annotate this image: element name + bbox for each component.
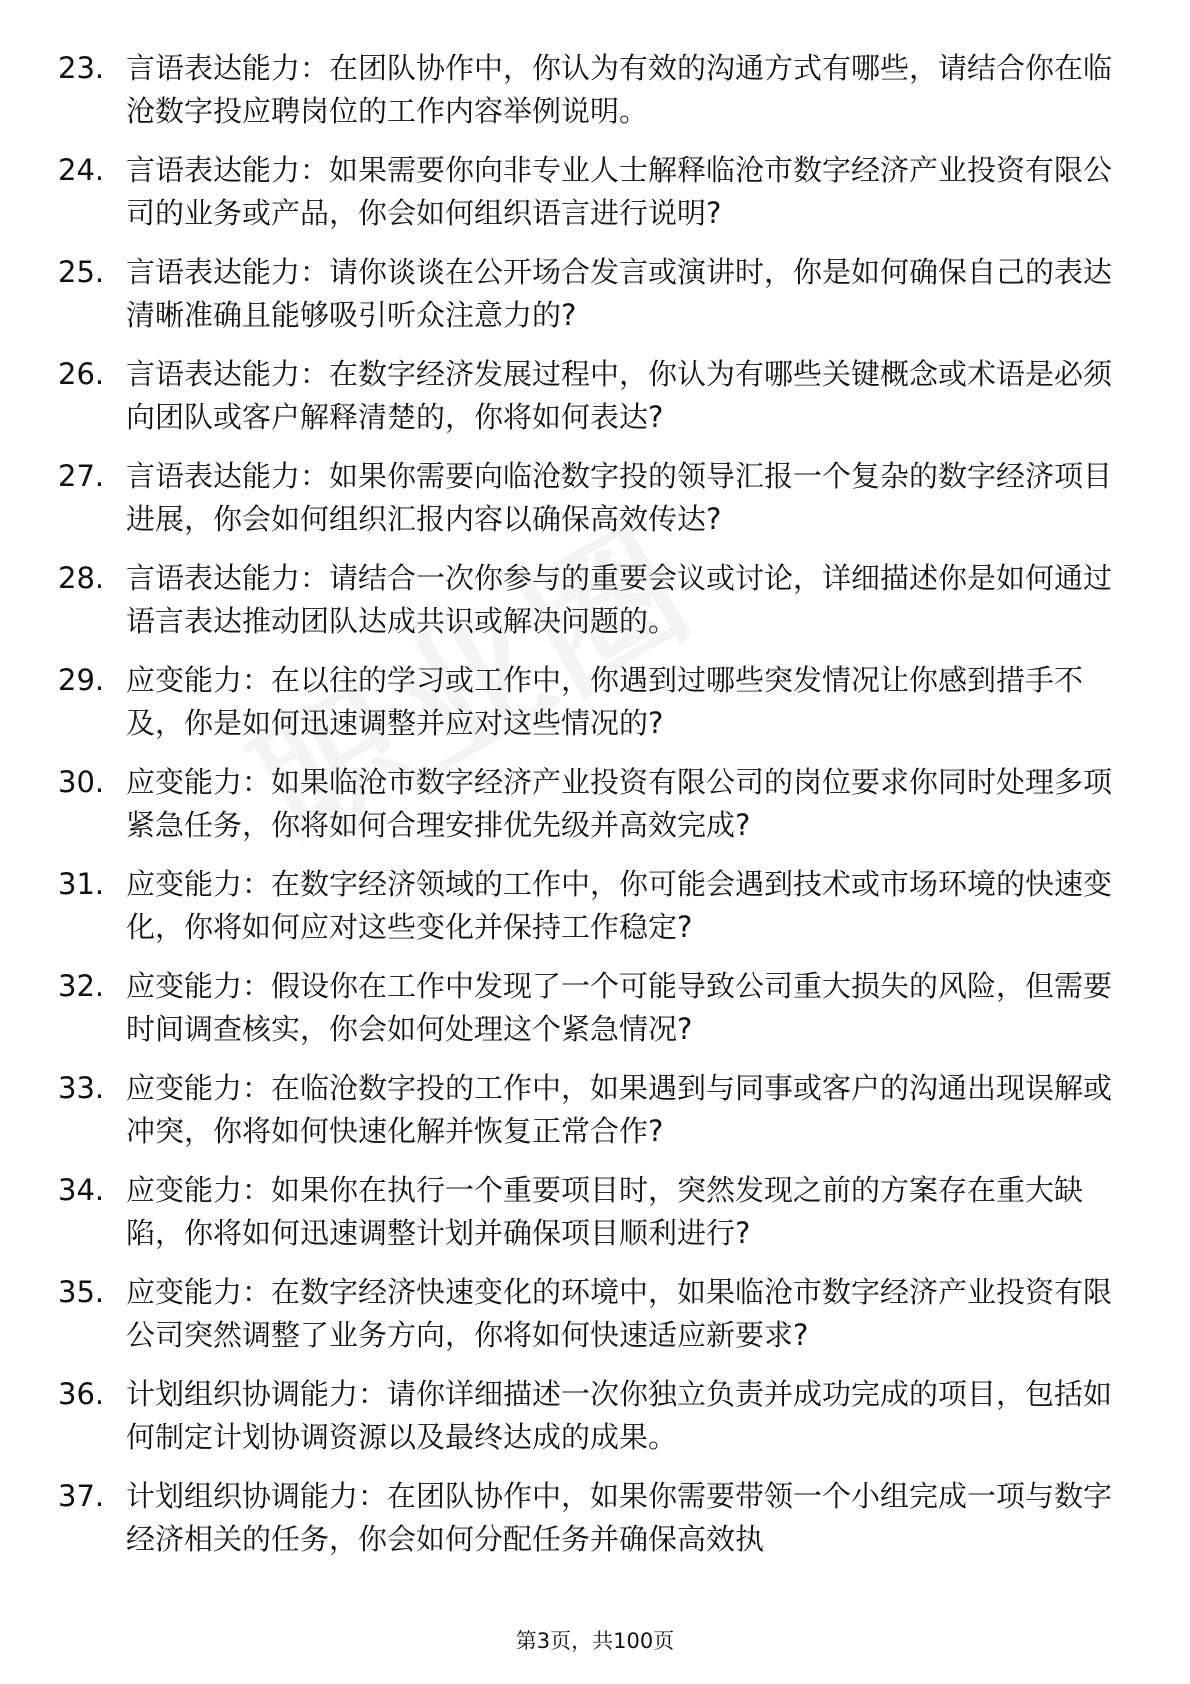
question-text: 应变能力：在数字经济领域的工作中，你可能会遇到技术或市场环境的快速变化，你将如何应对这些变化并保持工作稳定? bbox=[126, 867, 1113, 944]
question-item bbox=[58, 965, 1130, 1051]
question-item bbox=[58, 149, 1130, 235]
question-item bbox=[58, 1067, 1130, 1153]
question-item bbox=[58, 557, 1130, 643]
question-text: 应变能力：在数字经济快速变化的环境中，如果临沧市数字经济产业投资有限公司突然调整了业务方向，你将如何快速适应新要求? bbox=[126, 1275, 1113, 1352]
question-number: 37. bbox=[58, 1479, 105, 1513]
question-text: 言语表达能力：在团队协作中，你认为有效的沟通方式有哪些，请结合你在临沧数字投应聘岗位的工作内容举例说明。 bbox=[126, 51, 1113, 128]
question-item bbox=[58, 47, 1130, 133]
question-number: 25. bbox=[58, 255, 105, 289]
question-item bbox=[58, 659, 1130, 745]
question-item bbox=[58, 455, 1130, 541]
question-text: 计划组织协调能力：在团队协作中，如果你需要带领一个小组完成一项与数字经济相关的任务，你会如何分配任务并确保高效执 bbox=[126, 1479, 1113, 1556]
question-number: 30. bbox=[58, 765, 105, 799]
question-item bbox=[58, 1169, 1130, 1255]
question-number: 32. bbox=[58, 969, 105, 1003]
question-number: 35. bbox=[58, 1275, 105, 1309]
question-item bbox=[58, 1475, 1130, 1561]
question-number: 23. bbox=[58, 51, 105, 85]
question-text: 言语表达能力：在数字经济发展过程中，你认为有哪些关键概念或术语是必须向团队或客户解释清楚的，你将如何表达? bbox=[126, 357, 1113, 434]
question-number: 36. bbox=[58, 1377, 105, 1411]
question-number: 31. bbox=[58, 867, 105, 901]
question-item bbox=[58, 863, 1130, 949]
question-text: 应变能力：在以往的学习或工作中，你遇到过哪些突发情况让你感到措手不及，你是如何迅速调整并应对这些情况的? bbox=[126, 663, 1084, 740]
question-text: 言语表达能力：请你谈谈在公开场合发言或演讲时，你是如何确保自己的表达清晰准确且能够吸引听众注意力的? bbox=[126, 255, 1113, 332]
question-text: 言语表达能力：如果需要你向非专业人士解释临沧市数字经济产业投资有限公司的业务或产品，你会如何组织语言进行说明? bbox=[126, 153, 1113, 230]
question-text: 应变能力：如果临沧市数字经济产业投资有限公司的岗位要求你同时处理多项紧急任务，你将如何合理安排优先级并高效完成? bbox=[126, 765, 1113, 842]
question-item bbox=[58, 353, 1130, 439]
question-number: 29. bbox=[58, 663, 105, 697]
question-number: 34. bbox=[58, 1173, 105, 1207]
page-footer: 第3页，共100页 bbox=[515, 1629, 675, 1653]
question-text: 言语表达能力：如果你需要向临沧数字投的领导汇报一个复杂的数字经济项目进展，你会如何组织汇报内容以确保高效传达? bbox=[126, 459, 1113, 536]
question-list bbox=[58, 47, 1130, 1577]
question-item bbox=[58, 251, 1130, 337]
question-number: 27. bbox=[58, 459, 105, 493]
question-number: 28. bbox=[58, 561, 105, 595]
question-number: 24. bbox=[58, 153, 105, 187]
question-text: 应变能力：假设你在工作中发现了一个可能导致公司重大损失的风险，但需要时间调查核实，你会如何处理这个紧急情况? bbox=[126, 969, 1113, 1046]
question-number: 33. bbox=[58, 1071, 105, 1105]
question-item bbox=[58, 1271, 1130, 1357]
question-text: 计划组织协调能力：请你详细描述一次你独立负责并成功完成的项目，包括如何制定计划协调资源以及最终达成的成果。 bbox=[126, 1377, 1113, 1454]
question-text: 应变能力：如果你在执行一个重要项目时，突然发现之前的方案存在重大缺陷，你将如何迅速调整计划并确保项目顺利进行? bbox=[126, 1173, 1084, 1250]
question-number: 26. bbox=[58, 357, 105, 391]
question-item bbox=[58, 1373, 1130, 1459]
question-item bbox=[58, 761, 1130, 847]
question-text: 言语表达能力：请结合一次你参与的重要会议或讨论，详细描述你是如何通过语言表达推动团队达成共识或解决问题的。 bbox=[126, 561, 1113, 638]
question-text: 应变能力：在临沧数字投的工作中，如果遇到与同事或客户的沟通出现误解或冲突，你将如何快速化解并恢复正常合作? bbox=[126, 1071, 1113, 1148]
